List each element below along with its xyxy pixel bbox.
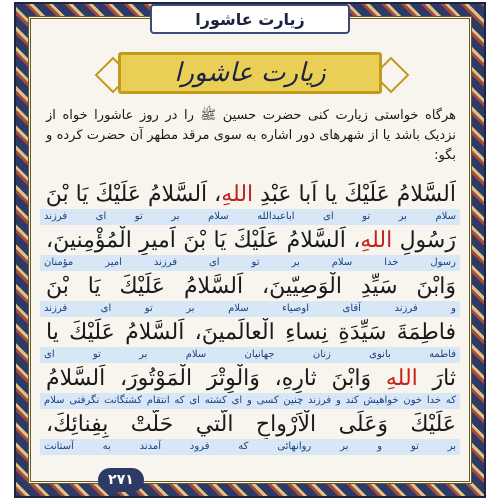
running-header: زیارت عاشورا bbox=[150, 4, 350, 34]
arabic-verse-line bbox=[46, 226, 456, 256]
divine-name-highlight: اللهِ bbox=[385, 366, 418, 391]
translation-line: و فرزند آقای اوصیاء سلام بر تو ای فرزند bbox=[40, 301, 460, 317]
verse-segment: رَسُولِ bbox=[392, 228, 456, 253]
title-calligraphy: زیارت عاشورا bbox=[118, 52, 382, 94]
verse-segment: ، اَلسَّلامُ عَلَيْكَ يَا بْنَ bbox=[46, 182, 222, 207]
arabic-verse-line bbox=[46, 180, 456, 210]
divine-name-highlight: اللهِ bbox=[221, 182, 254, 207]
verse-segment: ثارَ bbox=[417, 366, 456, 391]
translation-line: بر تو و بر روانهائی که فرود آمدند به آستانت bbox=[40, 439, 460, 455]
verse-segment: وَابْنَ ثارِهِ، وَالْوِتْرَ الْمَوْتُورَ، اَلسَّلامُ bbox=[46, 366, 386, 391]
arabic-verse-line bbox=[46, 318, 456, 348]
page-number: ۲۷۱ bbox=[98, 468, 144, 492]
verse-segment: عَلَيْكَ وَعَلَى الْاَرْواحِ الَّتي حَلَّتْ بِفِنائِكَ، bbox=[46, 412, 456, 437]
intro-paragraph: هرگاه خواستی زیارت کنی حضرت حسین ﷺ را در روز عاشورا خواه از نزدیک باشد یا از شهرهای دور اشاره به سوی مرقد مطهر آن حضرت کرده و بگو: bbox=[46, 108, 456, 163]
verse-segment: فاطِمَةَ سَيِّدَةِ نِساءِ الْعالَمينَ، اَلسَّلامُ عَلَيْكَ يا bbox=[46, 320, 456, 345]
arabic-verse-line bbox=[46, 364, 456, 394]
translation-line: رسول خدا سلام بر تو ای فرزند امیر مؤمنان bbox=[40, 255, 460, 271]
verse-segment: وَابْنَ سَيِّدِ الْوَصِيّينَ، اَلسَّلامُ عَلَيْكَ يَا بْنَ bbox=[46, 274, 456, 299]
arabic-verse-line bbox=[46, 272, 456, 302]
arabic-verse-line bbox=[46, 410, 456, 440]
verse-segment: اَلسَّلامُ عَلَيْكَ يا اَبا عَبْدِ bbox=[253, 182, 456, 207]
translation-line: که خدا خون خواهیش کند و فرزند چنین کسی و ای کشته ای که انتقام کشتگانت نگرفتی سلام bbox=[40, 393, 460, 409]
translation-line: فاطمه بانوی زنان جهانیان سلام بر تو ای bbox=[40, 347, 460, 363]
translation-line: سلام بر تو ای اباعبدالله سلام بر تو ای فرزند bbox=[40, 209, 460, 225]
verse-segment: ، اَلسَّلامُ عَلَيْكَ يَا بْنَ اَميرِ الْمُؤْمِنينَ، bbox=[46, 228, 361, 253]
divine-name-highlight: اللهِ bbox=[360, 228, 393, 253]
